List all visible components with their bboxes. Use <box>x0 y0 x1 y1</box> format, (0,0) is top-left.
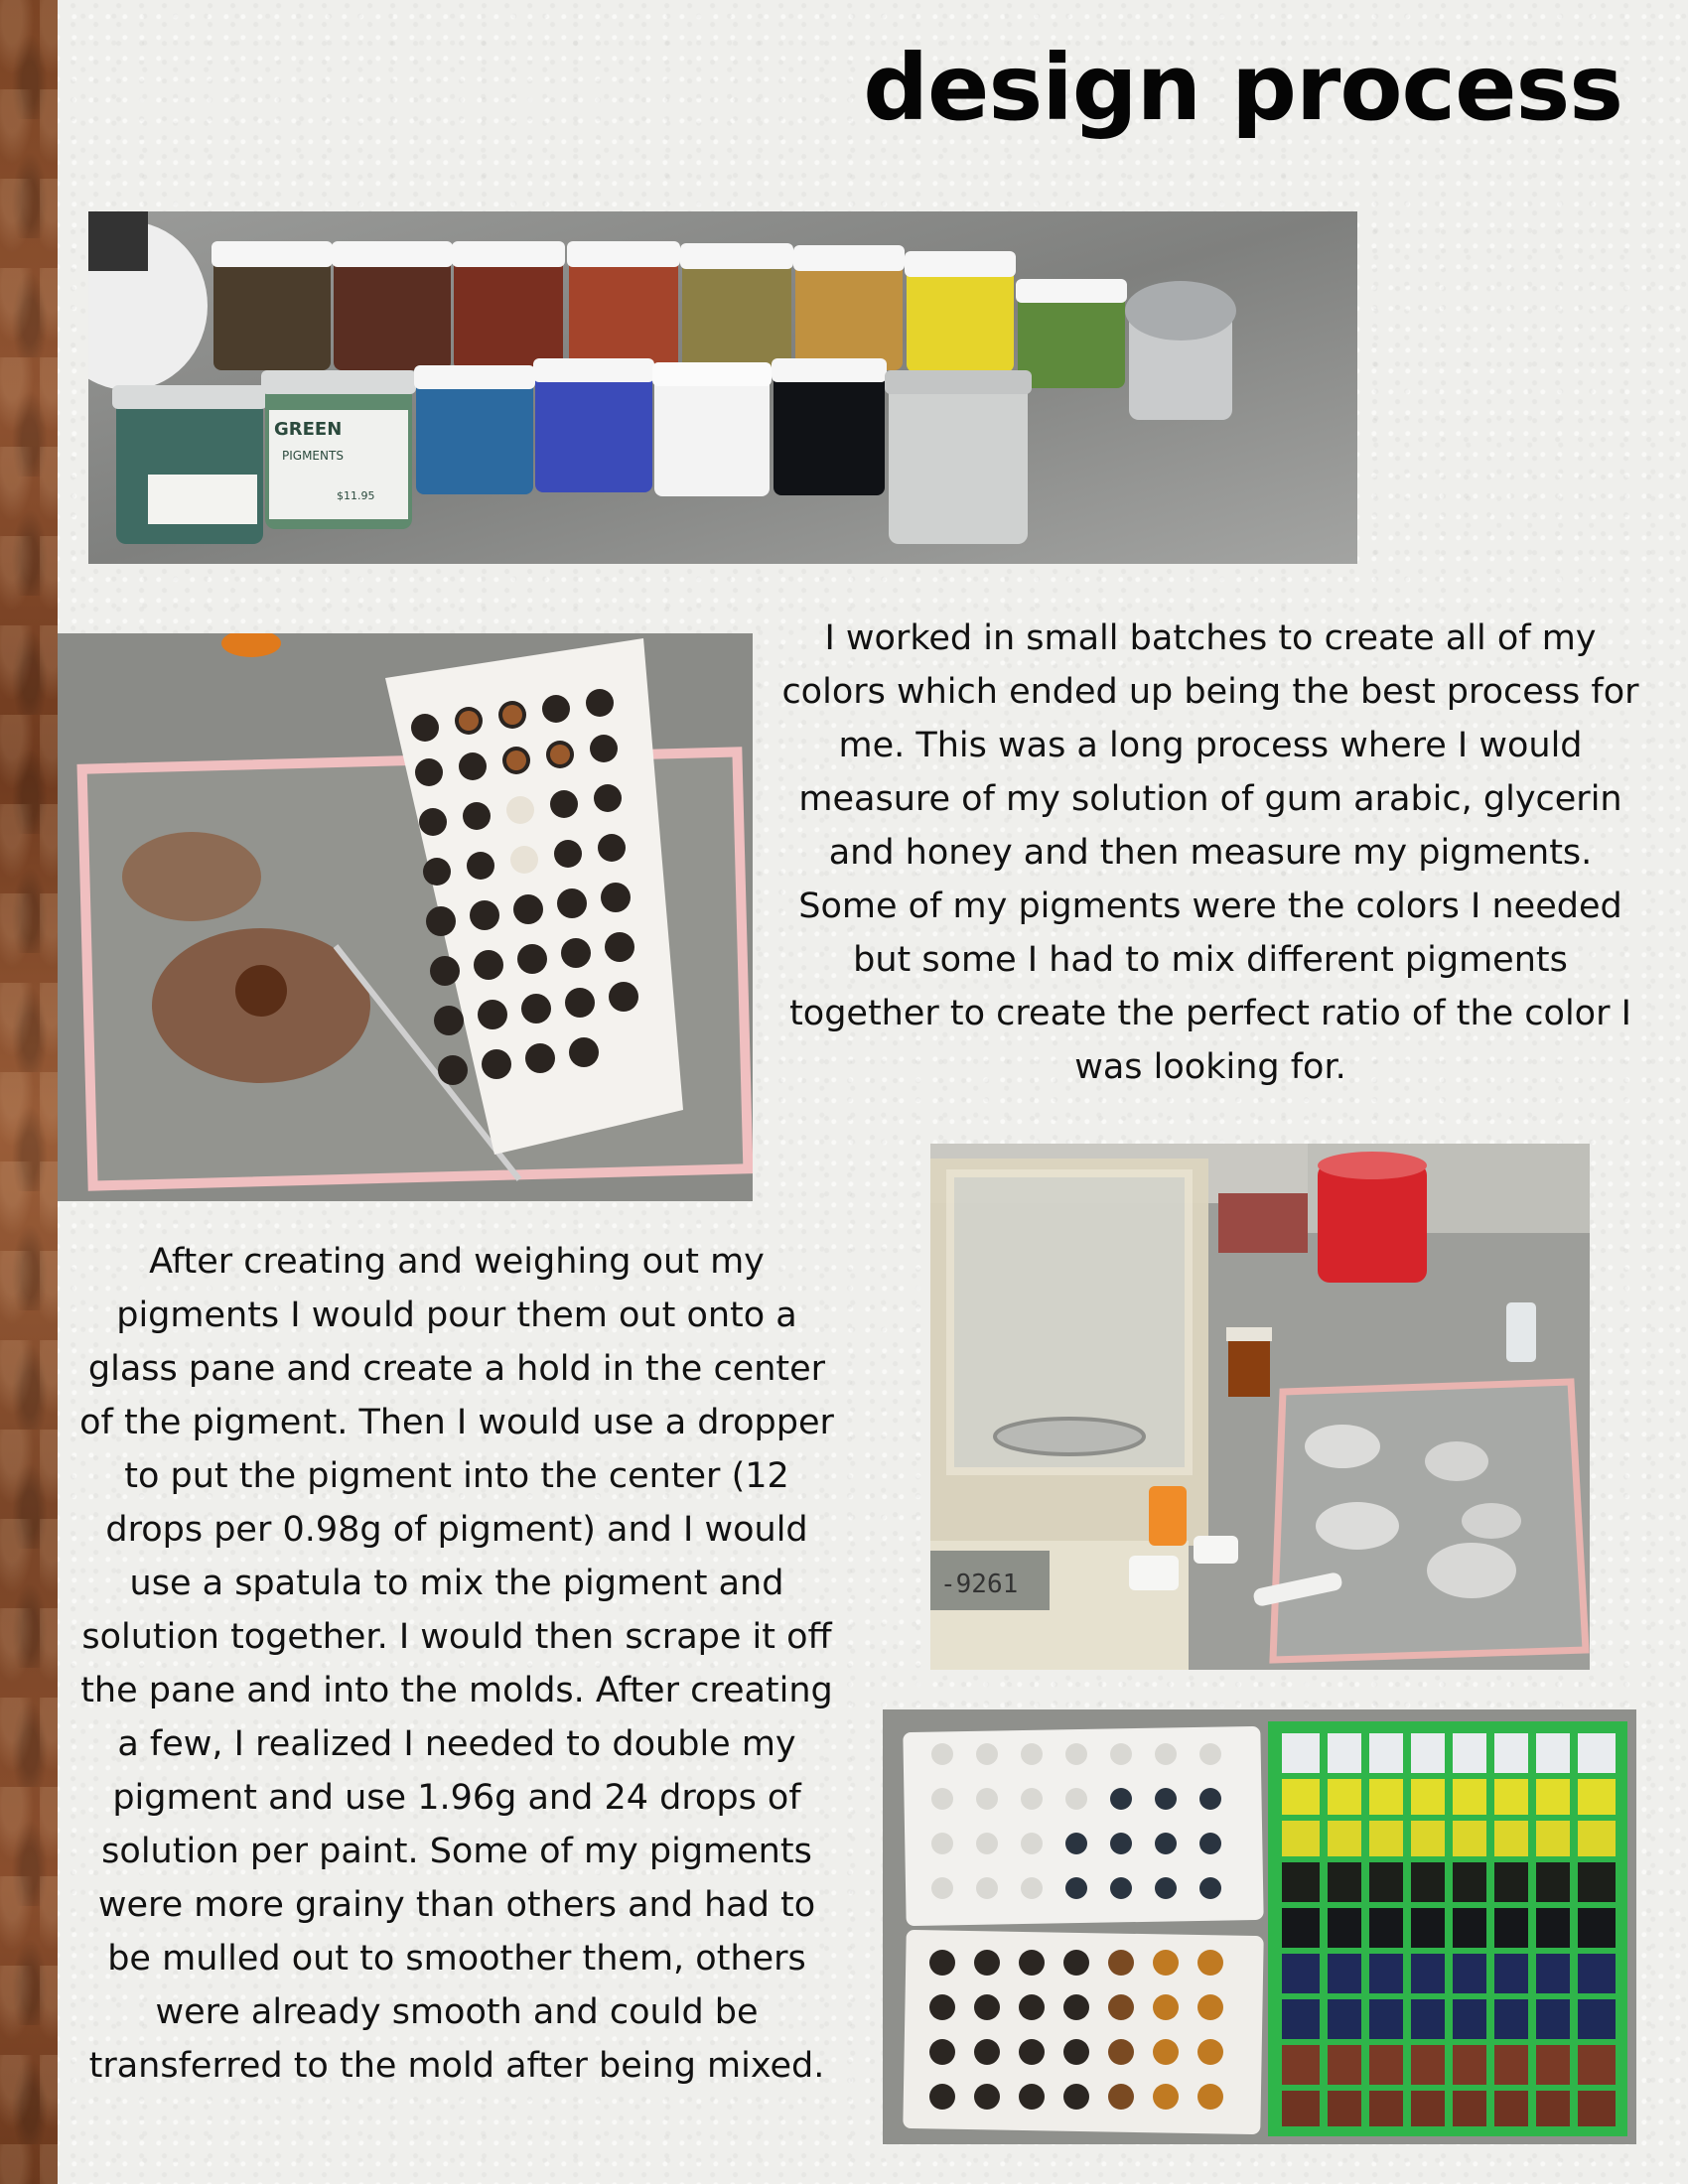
photo-pigment-jars <box>88 211 1357 564</box>
scale-readout: -9261 <box>940 1570 1019 1599</box>
photo-glass-pane-mold <box>58 633 753 1201</box>
leather-border <box>0 0 58 2184</box>
paragraph-batches: I worked in small batches to create all of my colors which ended up being the best process for me. This was a long process where I would measure of my solution of gum arabic, glycerin and honey and then measure my pigments. Some of my pigments were the colors I needed but some I had to mix different pigments together to create the perfect ratio of the color I was looking for. <box>781 618 1639 1087</box>
photo-scale-workbench <box>930 1144 1590 1670</box>
jar-label-price: $11.95 <box>337 489 375 502</box>
jar-label-pigments: PIGMENTS <box>282 449 344 463</box>
jar-label-green: GREEN <box>274 419 343 440</box>
photo-filled-molds <box>883 1709 1636 2144</box>
paragraph-mixing: After creating and weighing out my pigments I would pour them out onto a glass pane and create a hold in the center of the pigment. Then I would use a dropper to put the pigment into the center (12 drops per 0.98g of pigment) and I would use a spatula to mix the pigment and solution together. I would then scrape it off the pane and into the molds. After creating a few, I realized I needed to double my pigment and use 1.96g and 24 drops of solution per paint. Some of my pigments were more grainy than others and had to be mulled out to smoother them, others were already smooth and could be transferred to the mold after being mixed. <box>79 1242 834 2086</box>
page-title: design process <box>863 35 1622 141</box>
